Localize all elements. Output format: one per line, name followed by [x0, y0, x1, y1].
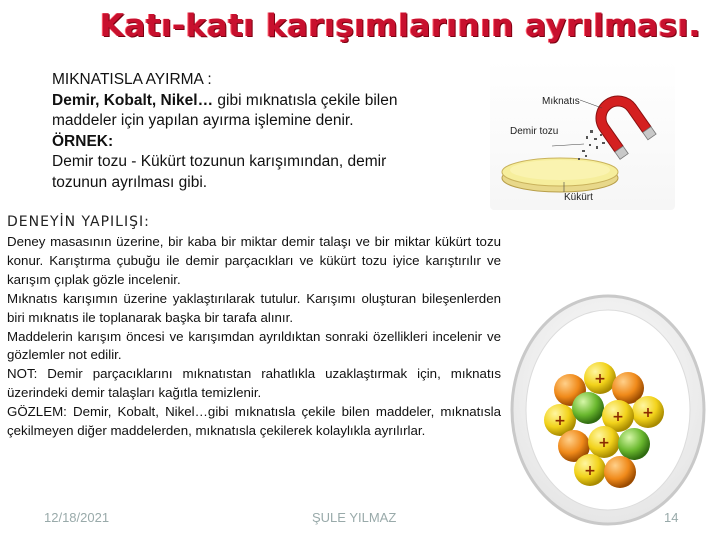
svg-text:+: + — [642, 405, 654, 421]
svg-text:+: + — [594, 371, 606, 387]
experiment-body — [7, 233, 501, 441]
intro-line-1-rest: gibi mıknatısla çekile bilen — [213, 91, 398, 109]
svg-text:+: + — [612, 409, 624, 425]
intro-block — [52, 70, 472, 193]
experiment-paragraph-2: Mıknatıs karışımın üzerine yaklaştırılarak tutulur. Karışımı oluşturan bileşenlerden biri mıknatıs ile toplanarak başka bir tarafa alınır. — [7, 290, 501, 325]
experiment-paragraph-3: Maddelerin karışım öncesi ve karışımdan ayrıldıktan sonraki özellikleri incelenir ve gözlemler not edilir. — [7, 328, 501, 363]
experiment-note: NOT: Demir parçacıklarını mıknatıstan rahatlıkla uzaklaştırmak için, mıknatıs üzerindeki demir talaşları kağıtla temizlenir. — [7, 366, 501, 401]
example-heading: ÖRNEK: — [52, 132, 114, 150]
experiment-paragraph-1: Deney masasının üzerine, bir kaba bir miktar demir talaşı ve bir miktar kükürt tozu konur. Karıştırma çubuğu ile demir parçacıkları ve kükürt tozu iyice karıştırılır ve karışım çıplak gözle incelenir. — [7, 234, 501, 287]
iron-filings — [578, 130, 605, 160]
footer-page-number: 14 — [664, 510, 679, 525]
intro-line-4: tozunun ayrılması gibi. — [52, 173, 208, 191]
magnet-separation-figure — [490, 60, 675, 210]
footer-date: 12/18/2021 — [44, 510, 110, 525]
intro-elements: Demir, Kobalt, Nikel… — [52, 91, 214, 109]
intro-line-3: Demir tozu - Kükürt tozunun karışımından, demir — [52, 153, 387, 170]
atom-nucleus-icon — [508, 292, 708, 527]
footer-author: ŞULE YILMAZ — [312, 510, 397, 525]
experiment-observation: GÖZLEM: Demir, Kobalt, Nikel…gibi mıknatısla çekile bilen maddeler, mıknatısla çekilmeyen diğer maddelerden, mıknatısla çekilerek kolaylıkla ayrılırlar. — [7, 404, 501, 439]
label-magnet: Mıknatıs — [542, 96, 580, 107]
intro-line-1 — [52, 91, 472, 112]
atom-nucleus-figure — [508, 292, 708, 527]
label-sulfur: Kükürt — [564, 192, 593, 203]
svg-text:+: + — [584, 463, 596, 479]
slide-title: Katı-katı karışımlarının ayrılması. — [100, 8, 702, 44]
intro-line-2: maddeler için yapılan ayırma işlemine denir. — [52, 112, 354, 129]
experiment-heading: DENEYİN YAPILIŞI: — [7, 214, 150, 230]
intro-heading: MIKNATISLA AYIRMA : — [52, 71, 212, 88]
label-iron-powder: Demir tozu — [510, 126, 559, 137]
svg-text:+: + — [598, 435, 610, 451]
svg-text:+: + — [554, 413, 566, 429]
sulfur-powder — [510, 160, 610, 180]
